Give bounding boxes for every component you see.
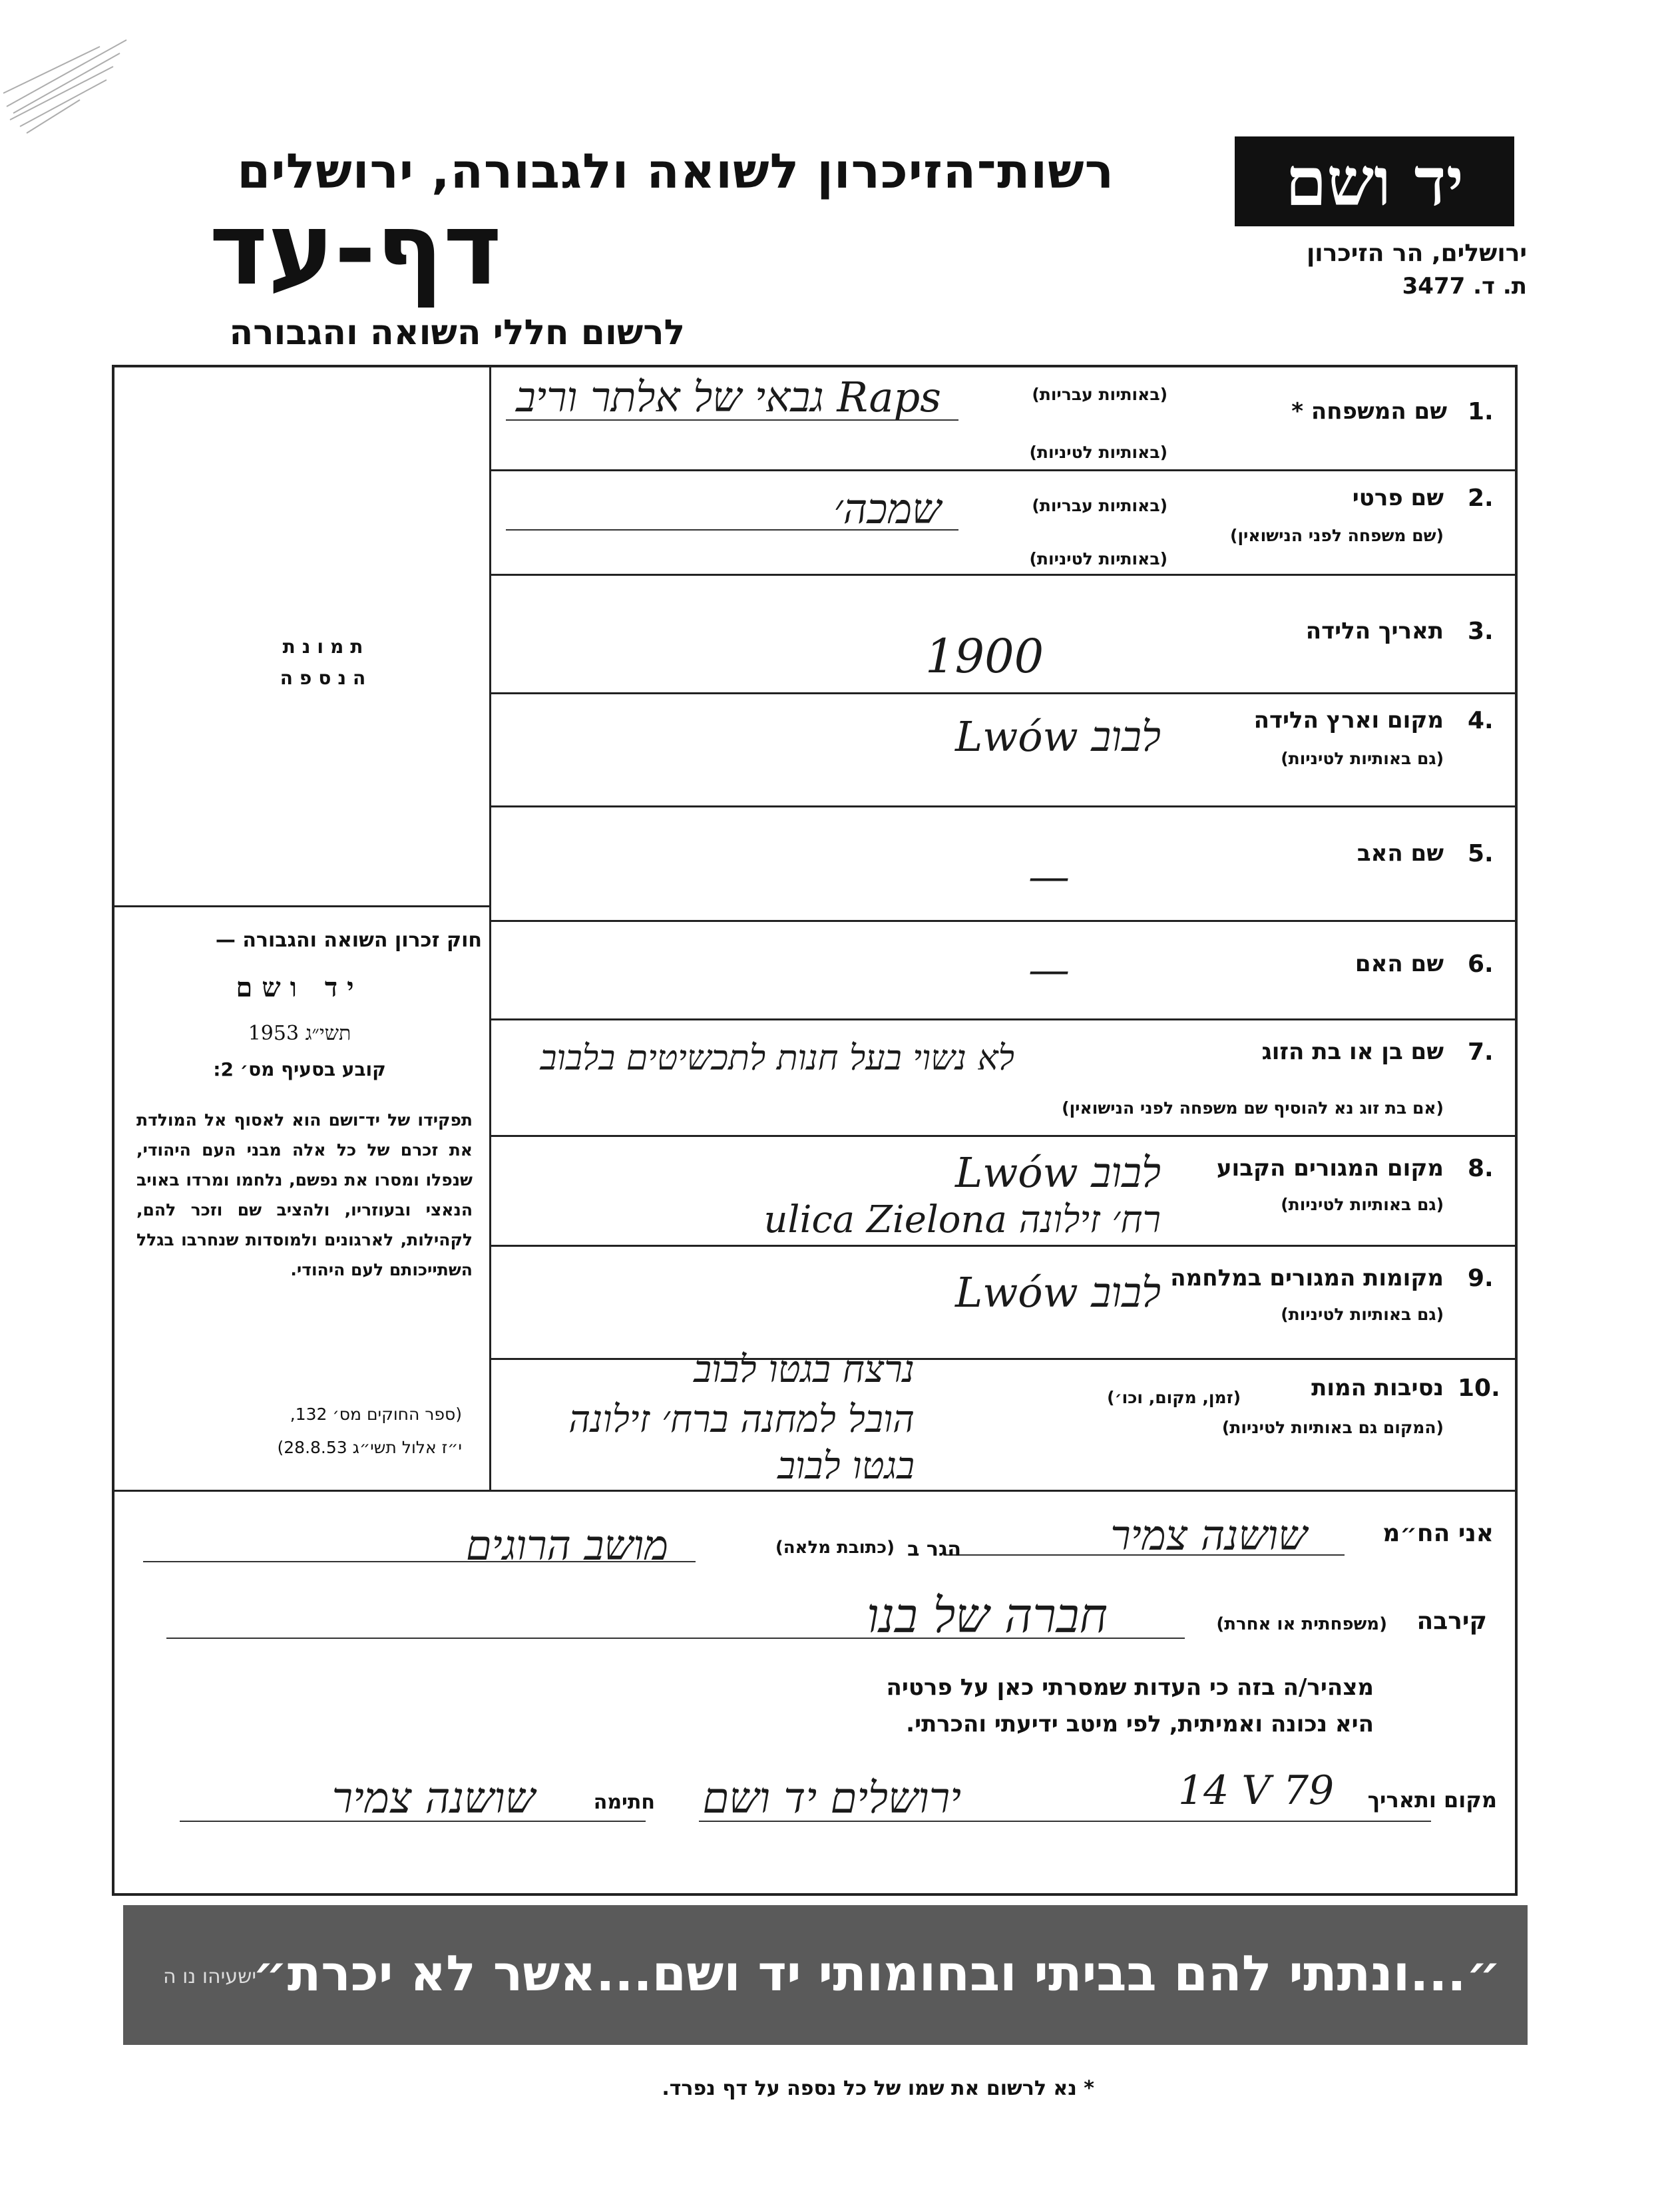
row-line-2 <box>491 574 1516 576</box>
yad-vashem-logo <box>1235 136 1514 226</box>
authority-title: רשות־הזיכרון לשואה ולגבורה, ירושלים <box>237 143 1114 199</box>
field-8-latin-note: (גם באותיות לטיניות) <box>1281 1195 1444 1214</box>
law-year: תשי״ג 1953 <box>248 1022 351 1045</box>
field-10-value-3: בגטו לבוב <box>777 1444 915 1488</box>
relation-value: חברה של בנו <box>867 1588 1108 1644</box>
field-1-number: 1. <box>1468 398 1494 425</box>
field-1-hebrew-hint: (באותיות עבריות) <box>1032 385 1167 404</box>
field-8-label: מקום המגורים הקבוע <box>1216 1155 1444 1182</box>
field-8-value: לבוב Lwów <box>955 1148 1161 1197</box>
side-panel-separator <box>112 905 491 907</box>
field-4-label: מקום וארץ הלידה <box>1253 707 1444 734</box>
declaration-top-line <box>112 1490 1518 1492</box>
field-7-number: 7. <box>1468 1038 1494 1066</box>
field-1-value: Raps גבאי של אלתר וריב <box>515 373 941 421</box>
banner-source: ישעיהו נו ה <box>163 1965 257 1988</box>
po-box: ת. ד. 3477 <box>1402 273 1527 300</box>
field-10-number: 10. <box>1458 1375 1500 1402</box>
statement-line-1: מצהיר/ה בזה כי העדות שמסרתי כאן על פרטיה <box>886 1674 1374 1701</box>
field-7-spouse-note: (אם בת זוג נא להוסיף שם משפחה לפני הנישואין) <box>1062 1098 1444 1118</box>
form-subtitle: לרשום חללי השואה והגבורה <box>229 313 685 353</box>
place-value: ירושלים יד ושם <box>702 1774 961 1823</box>
statement-line-2: היא נכונה ואמיתית, לפי מיטב ידיעתי והכרתי. <box>906 1711 1374 1737</box>
photo-label <box>246 636 406 689</box>
resides-label: הגר ב <box>907 1538 961 1561</box>
field-8-number: 8. <box>1468 1155 1494 1182</box>
field-2-number: 2. <box>1468 485 1494 512</box>
field-10-value-2: הובל למחנה ברח׳ זילונה <box>568 1398 915 1441</box>
field-10-note: (זמן, מקום, וכו׳) <box>1107 1388 1241 1407</box>
photo-label-line2: הנספה <box>280 667 373 689</box>
law-text: תפקידו של יד־ושם הוא לאסוף אל המולדת את זכרם של כל אלה מבני העם היהודי, שנפלו ומסרו את נפשם, נלחמו ומרדו באויב הנאצי ובעוזריו, ולהציב שם וזכר להם, לקהילות, לארגונים ולמוסדות שנחרבו בגלל השתייכותם לעם היהודי. <box>136 1110 473 1279</box>
relation-label: קירבה <box>1416 1608 1487 1635</box>
field-2-value: שמכה׳ <box>833 485 941 533</box>
footnote: * נא לרשום את שמו של כל נספה על דף נפרד. <box>662 2077 1094 2100</box>
address-hint: (כתובת מלאה) <box>775 1538 895 1558</box>
banner-quote: ״...ונתתי להם בביתי ובחומותי יד ושם...אשר לא יכרת״ <box>252 1945 1501 2002</box>
field-10-note-2: (המקום גם באותיות לטיניות) <box>1221 1418 1444 1437</box>
field-2-hebrew-hint: (באותיות עבריות) <box>1032 496 1167 515</box>
field-6-value: — <box>1028 945 1070 994</box>
row-line-6 <box>491 1018 1516 1020</box>
field-2-latin-hint: (באותיות לטיניות) <box>1029 549 1167 568</box>
field-6-number: 6. <box>1468 951 1494 978</box>
side-panel-divider <box>489 365 491 1490</box>
scan-noise-graphic <box>0 27 133 140</box>
scan-noise <box>0 27 133 140</box>
field-10-value: נרצח בגטו לבוב <box>694 1348 915 1391</box>
signature-label: חתימה <box>593 1791 655 1814</box>
law-org: יד ושם <box>236 972 363 1003</box>
date-value: 14 V 79 <box>1178 1767 1335 1814</box>
field-9-label: מקומות המגורים במלחמה <box>1170 1265 1444 1291</box>
field-1-label: שם המשפחה * <box>1291 398 1447 425</box>
address-line: ירושלים, הר הזיכרון <box>1306 240 1527 267</box>
law-clause: קובע בסעיף מס׳ 2: <box>213 1058 386 1080</box>
row-line-9 <box>491 1358 1516 1360</box>
field-3-label: תאריך הלידה <box>1305 618 1444 644</box>
declarant-label: אני הח״מ <box>1382 1520 1494 1547</box>
field-5-label: שם האב <box>1357 840 1444 867</box>
row-line-5 <box>491 920 1516 922</box>
relation-hint: (משפחתית או אחרת) <box>1216 1614 1387 1634</box>
row-line-3 <box>491 692 1516 694</box>
field-4-number: 4. <box>1468 707 1494 734</box>
place-date-label: מקום ותאריך <box>1367 1787 1497 1813</box>
field-9-latin-note: (גם באותיות לטיניות) <box>1281 1305 1444 1324</box>
quote-banner <box>123 1905 1528 2045</box>
field-7-value: לא נשוי בעל חנות לתכשיטים בלבוב <box>540 1038 1014 1078</box>
field-8-value-street: רח׳ זילונה ulica Zielona <box>763 1198 1161 1241</box>
logo-text: יד ושם <box>1285 142 1464 221</box>
law-title: חוק זכרון השואה והגבורה — <box>215 929 482 952</box>
row-line-1 <box>491 469 1516 471</box>
address-value: מושב הרוגים <box>465 1521 668 1570</box>
law-source-2: י״ז אלול תשי״ג 28.8.53) <box>277 1438 462 1457</box>
field-4-latin-note: (גם באותיות לטיניות) <box>1281 749 1444 768</box>
field-1-latin-hint: (באותיות לטיניות) <box>1029 443 1167 462</box>
field-9-value: לבוב Lwów <box>955 1268 1161 1317</box>
field-6-label: שם האם <box>1355 951 1444 977</box>
field-10-label: נסיבות המות <box>1311 1375 1444 1401</box>
field-7-label: שם בן או בת הזוג <box>1261 1038 1444 1065</box>
declarant-value: שושנה צמיר <box>1110 1511 1307 1560</box>
field-3-number: 3. <box>1468 618 1494 645</box>
field-5-value: — <box>1028 852 1070 901</box>
field-3-value: 1900 <box>925 629 1044 684</box>
form-title: דף-עד <box>209 192 502 308</box>
photo-label-line1: תמונת <box>282 636 370 658</box>
field-2-maiden-note: (שם משפחה לפני הנישואין) <box>1230 526 1444 545</box>
row-line-8 <box>491 1245 1516 1247</box>
field-2-label: שם פרטי <box>1352 485 1444 511</box>
field-4-value: לבוב Lwów <box>955 712 1161 761</box>
field-9-number: 9. <box>1468 1265 1494 1292</box>
row-line-7 <box>491 1135 1516 1137</box>
row-line-4 <box>491 805 1516 807</box>
law-source-1: (ספר החוקים מס׳ 132, <box>290 1405 462 1424</box>
field-5-number: 5. <box>1468 840 1494 867</box>
signature-value: שושנה צמיר <box>331 1774 535 1823</box>
